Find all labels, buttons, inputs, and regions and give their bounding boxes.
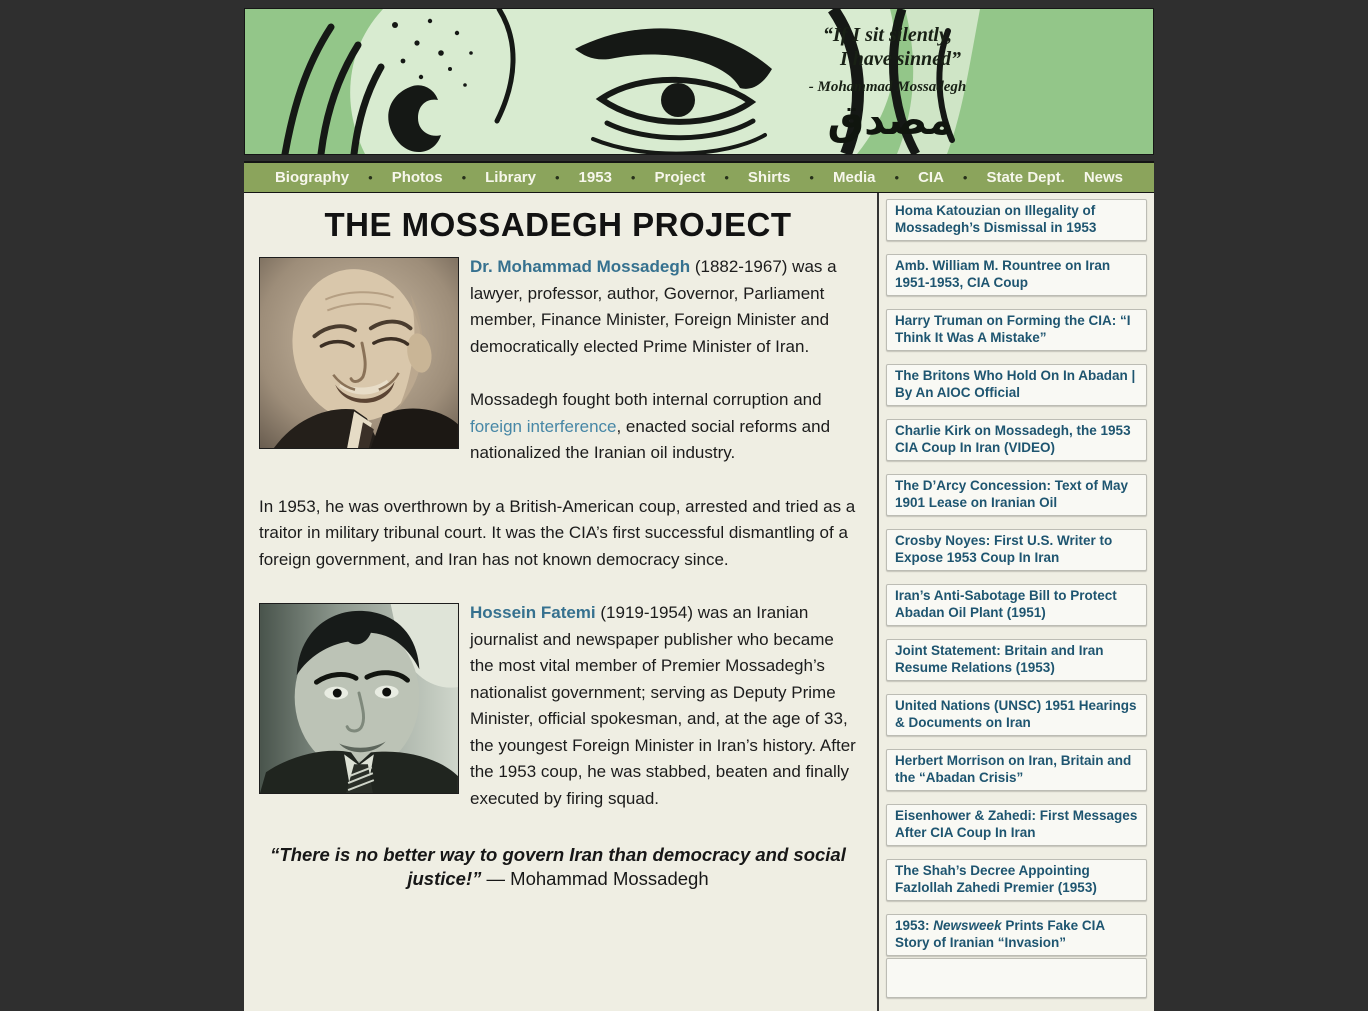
sidebar-article-link[interactable]: Homa Katouzian on Illegality of Mossadegh’s Dismissal in 1953 — [886, 199, 1147, 241]
sidebar-article-link[interactable]: Eisenhower & Zahedi: First Messages After CIA Coup In Iran — [886, 804, 1147, 846]
sidebar-article-link[interactable]: 1953: Newsweek Prints Fake CIA Story of Iranian “Invasion” — [886, 914, 1147, 956]
nav-item-photos[interactable]: Photos — [391, 169, 443, 186]
fatemi-photo — [259, 603, 459, 794]
sidebar-article-link[interactable]: The Shah’s Decree Appointing Fazlollah Zahedi Premier (1953) — [886, 859, 1147, 901]
mossadegh-photo — [259, 257, 459, 449]
nav-item-state-dept[interactable]: State Dept. — [986, 169, 1065, 186]
nav-item-project[interactable]: Project — [654, 169, 706, 186]
nav-item-news[interactable]: News — [1083, 169, 1124, 186]
nav-item-cia[interactable]: CIA — [918, 169, 944, 186]
sidebar-article-link[interactable]: Herbert Morrison on Iran, Britain and the “Abadan Crisis” — [886, 749, 1147, 791]
nav-bar — [244, 161, 1154, 193]
banner-quote-line1: “If I sit silently, — [822, 24, 953, 46]
nav-bullet: • — [894, 170, 900, 185]
nav-bullet: • — [724, 170, 729, 185]
paragraph-text: (1919-1954) was an Iranian journalist and newspaper publisher who became the most vital member of Premier Mossadegh’s nationalist government; serving as Deputy Prime Minister, official spokesman, and, at the age of 33, the youngest Foreign Minister in Iran’s history. After the 1953 coup, he was stabbed, beaten and finally executed by firing squad. — [470, 603, 856, 808]
nav-bullet: • — [809, 170, 814, 185]
page — [244, 8, 1154, 1011]
nav-item-media[interactable]: Media — [832, 169, 876, 186]
mossadegh-paragraph-3: In 1953, he was overthrown by a British-American coup, arrested and tried as a traitor in military tribunal court. It was the CIA’s first successful dismantling of a foreign government, and Iran has not known democracy since. — [259, 496, 856, 569]
sidebar-article-link[interactable]: Crosby Noyes: First U.S. Writer to Expose 1953 Coup In Iran — [886, 529, 1147, 571]
sidebar-article-link[interactable]: United Nations (UNSC) 1951 Hearings & Documents on Iran — [886, 694, 1147, 736]
banner-quote-line2: I have sinned” — [839, 48, 962, 70]
sidebar-article-link[interactable]: Charlie Kirk on Mossadegh, the 1953 CIA Coup In Iran (VIDEO) — [886, 419, 1147, 461]
sidebar-article-link[interactable]: The D’Arcy Concession: Text of May 1901 Lease on Iranian Oil — [886, 474, 1147, 516]
paragraph-text: Mossadegh fought both internal corruption and — [470, 390, 822, 409]
nav-item-1953[interactable]: 1953 — [578, 169, 612, 186]
nav-bullet: • — [461, 170, 467, 185]
sidebar-article-link[interactable]: Harry Truman on Forming the CIA: “I Think It Was A Mistake” — [886, 309, 1147, 351]
fatemi-link[interactable]: Hossein Fatemi — [470, 603, 596, 622]
main-column — [244, 193, 877, 1011]
sidebar-article-link[interactable]: The Britons Who Hold On In Abadan | By An AIOC Official — [886, 364, 1147, 406]
nav-bullet: • — [962, 170, 968, 185]
banner-quote — [785, 23, 990, 96]
sidebar-article-link[interactable]: Iran’s Anti-Sabotage Bill to Protect Abadan Oil Plant (1951) — [886, 584, 1147, 626]
sidebar-article-link[interactable]: Amb. William M. Rountree on Iran 1951-1953, CIA Coup — [886, 254, 1147, 296]
quote-text: “There is no better way to govern Iran than democracy and social justice!” — [270, 844, 846, 889]
nav-bullet: • — [630, 170, 636, 185]
quote-attribution: — Mohammad Mossadegh — [481, 868, 709, 889]
page-title: THE MOSSADEGH PROJECT — [324, 206, 792, 243]
nav-item-biography[interactable]: Biography — [274, 169, 350, 186]
sidebar-list — [886, 199, 1147, 998]
sidebar-article-link-partial[interactable] — [886, 958, 1147, 998]
paragraph-text: , enacted social reforms and nationalized the Iranian oil industry. — [470, 416, 831, 462]
bottom-quote — [259, 843, 857, 891]
nav-item-library[interactable]: Library — [485, 169, 536, 186]
content-area — [244, 193, 1154, 1011]
mossadegh-illustration — [245, 9, 1154, 154]
sidebar-article-link[interactable]: Joint Statement: Britain and Iran Resume Relations (1953) — [886, 639, 1147, 681]
mossadegh-link[interactable]: Dr. Mohammad Mossadegh — [470, 257, 691, 276]
banner-quote-attribution: - Mohammad Mossadegh — [808, 79, 967, 95]
header-banner — [244, 8, 1154, 155]
nav-item-shirts[interactable]: Shirts — [747, 169, 791, 186]
nav-bullet: • — [368, 170, 373, 185]
paragraph-text: (1882-1967) was a lawyer, professor, author, Governor, Parliament member, Finance Minister, Foreign Minister and democratically elected Prime Minister of Iran. — [470, 257, 837, 356]
mossadegh-arabic-calligraphy: مصدق — [827, 96, 954, 144]
foreign-interference-link[interactable]: foreign interference — [470, 416, 617, 436]
nav-bullet: • — [554, 170, 560, 185]
sidebar — [877, 193, 1154, 1011]
